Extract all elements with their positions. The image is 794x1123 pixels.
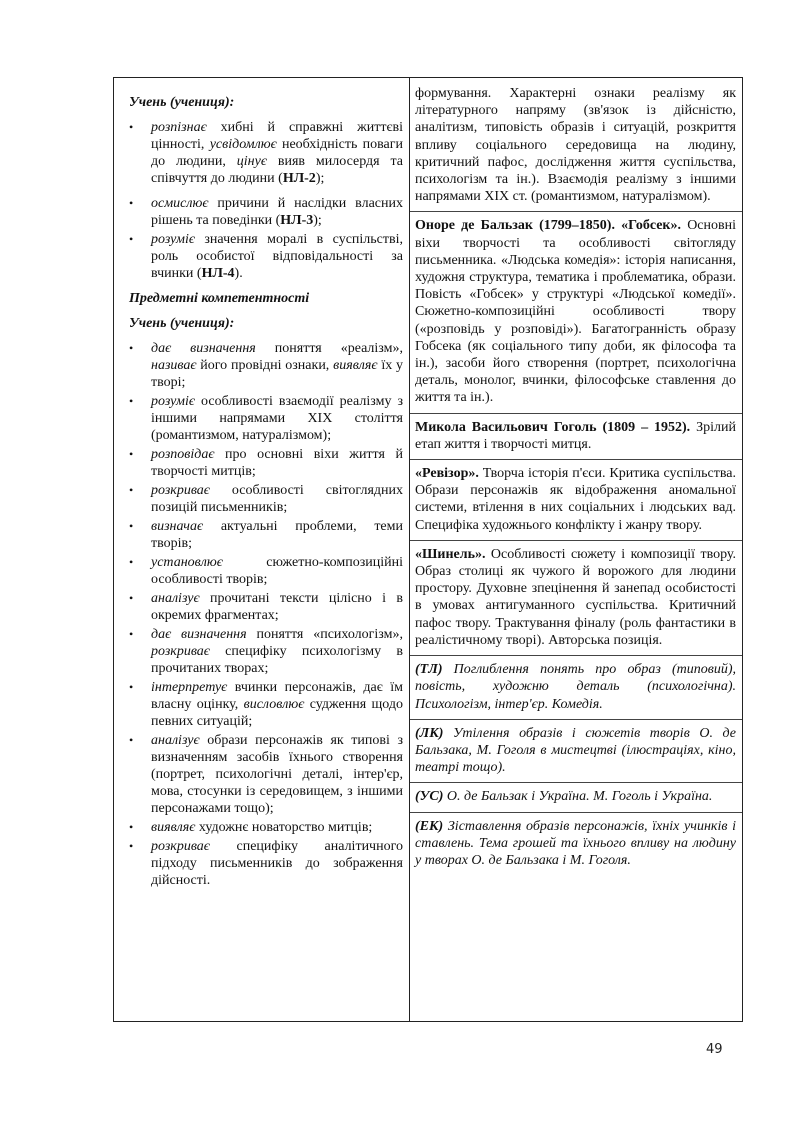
- list-item: • аналізує образи персонажів як типові з визначенням засобів їхнього створення (портрет, психологічні деталі, інтер'єр, мова, стосунки із середовищем, з іншими персонажами тощо);: [129, 733, 403, 816]
- page-number: 49: [706, 1042, 723, 1057]
- list-item: • розкриває особливості світоглядних позицій письменників;: [129, 483, 403, 515]
- bullet-icon: •: [129, 733, 134, 747]
- bullet-icon: •: [129, 839, 134, 853]
- bullet-icon: •: [129, 394, 134, 408]
- content-column: [410, 78, 742, 1021]
- list-item: • розкриває специфіку аналітичного підходу письменників до зображення дійсності.: [129, 839, 403, 888]
- list-item: • розуміє значення моралі в суспільстві, роль особистої відповідальності за вчинки (НЛ-4).: [129, 232, 403, 281]
- divider: [410, 812, 742, 813]
- lk-label: (ЛК): [415, 725, 444, 741]
- bullet-icon: •: [129, 196, 134, 210]
- curriculum-table: [113, 77, 743, 1022]
- divider: [410, 540, 742, 541]
- bullet-icon: •: [129, 120, 134, 134]
- divider: [410, 459, 742, 460]
- gogol-title: Микола Васильович Гоголь (1809 – 1952).: [415, 419, 691, 435]
- gogol-paragraph: Микола Васильович Гоголь (1809 – 1952). Зрілий етап життя і творчості митця.: [415, 419, 737, 452]
- divider: [410, 655, 742, 656]
- bullet-icon: •: [129, 627, 134, 641]
- bullet-icon: •: [129, 591, 134, 605]
- bullet-icon: •: [129, 555, 134, 569]
- ek-paragraph: (ЕК) Зіставлення образів персонажів, їхніх учинків і ставлень. Тема грошей та їхнього впливу на людину у творах О. де Бальзака і М. Гоголя.: [415, 818, 736, 868]
- bullet-icon: •: [129, 820, 134, 834]
- balzac-title: Оноре де Бальзак (1799–1850). «Гобсек».: [415, 218, 681, 234]
- list-item: • розповідає про основні віхи життя й творчості митців;: [129, 447, 403, 479]
- shynel-title: «Шинель».: [415, 546, 486, 562]
- lk-paragraph: (ЛК) Утілення образів і сюжетів творів О. де Бальзака, М. Гоголя в мистецтві (ілюстраціях, кіно, театрі тощо).: [415, 725, 736, 776]
- us-paragraph: (УС) О. де Бальзак і Україна. М. Гоголь і Україна.: [415, 789, 713, 805]
- list-item: • розуміє особливості взаємодії реалізму з іншими напрямами XIX століття (романтизмом, натуралізмом);: [129, 394, 403, 443]
- divider: [410, 782, 742, 783]
- list-item: • установлює сюжетно-композиційні особливості творів;: [129, 555, 403, 587]
- list-item: • аналізує прочитані тексти цілісно і в окремих фрагментах;: [129, 591, 403, 623]
- competencies-column: [114, 78, 410, 1021]
- student-heading: Учень (учениця):: [129, 95, 235, 110]
- divider: [410, 211, 742, 212]
- divider: [410, 719, 742, 720]
- student-heading-2: Учень (учениця):: [129, 316, 235, 331]
- shynel-paragraph: «Шинель». Особливості сюжету і композиції твору. Образ столиці як чужого й ворожого для людини простору. Духовне зпецінення й занепад особистості в умовах антигуманного суспільства. Критичний пафос твору. Трактування фіналу (роль фантастики в реалістичному творі). Авторська позиція.: [415, 546, 736, 648]
- bullet-icon: •: [129, 232, 134, 246]
- divider: [410, 413, 742, 414]
- list-item: • дає визначення поняття «психологізм», розкриває специфіку психологізму в прочитаних творах;: [129, 627, 403, 676]
- balzac-paragraph: Оноре де Бальзак (1799–1850). «Гобсек». Основні віхи творчості та особливості світогляду письменника. «Людська комедія»: історія написання, художня структура, тематика і проблематика, образи. Повість «Гобсек» у структурі «Людської комедії». Сюжетно-композиційні особливості твору («розповідь у розповіді»). Багатогранність образу Гобсека (як соціального типу доби, як філософа та ін.), засоби його створення (портрет, психологічна деталь, монолог, вчинки, філософське ставлення до життя та ін.).: [415, 218, 736, 406]
- bullet-icon: •: [129, 341, 134, 355]
- list-item: • визначає актуальні проблеми, теми творів;: [129, 519, 403, 551]
- bullet-icon: •: [129, 447, 134, 461]
- list-item: • виявляє художнє новаторство митців;: [129, 820, 373, 835]
- skills-list: [129, 340, 403, 889]
- realism-paragraph: формування. Характерні ознаки реалізму як літературного напряму (зв'язок із дійсністю, аналітизм, типовість образів і ситуацій, розкриття впливу соціального середовища на людину, критичний пафос, дослідження життя суспільства, психологізм та ін.). Взаємодія реалізму з іншими напрямами XIX ст. (романтизмом, натуралізмом).: [415, 86, 736, 205]
- tl-label: (ТЛ): [415, 662, 443, 678]
- list-item: • дає визначення поняття «реалізм», називає його провідні ознаки, виявляє їх у творі;: [129, 341, 404, 390]
- tl-paragraph: (ТЛ) Поглиблення понять про образ (типовий), повість, художню деталь (психологічна). Психологізм, інтер'єр. Комедія.: [415, 662, 736, 712]
- list-item: • осмислює причини й наслідки власних рішень та поведінки (НЛ-3);: [129, 196, 403, 228]
- revizor-paragraph: «Ревізор». Творча історія п'єси. Критика суспільства. Образи персонажів як відображення аномальної системи, втілення в них соціальних і людських вад. Специфіка художнього конфлікту і жанру твору.: [415, 466, 736, 533]
- list-item: • розпізнає хибні й справжні життєві цінності, усвідомлює необхідність поваги до людини, цінує вияв милосердя та співчуття до людини (НЛ-2);: [129, 120, 404, 186]
- bullet-icon: •: [129, 519, 134, 533]
- values-list: [129, 119, 403, 282]
- bullet-icon: •: [129, 483, 134, 497]
- bullet-icon: •: [129, 680, 134, 694]
- list-item: • інтерпретує вчинки персонажів, дає їм власну оцінку, висловлює судження щодо певних ситуацій;: [129, 680, 403, 729]
- us-label: (УС): [415, 789, 444, 805]
- ek-label: (ЕК): [415, 818, 444, 834]
- subject-competencies-heading: Предметні компетентності: [129, 291, 310, 306]
- revizor-title: «Ревізор».: [415, 466, 479, 482]
